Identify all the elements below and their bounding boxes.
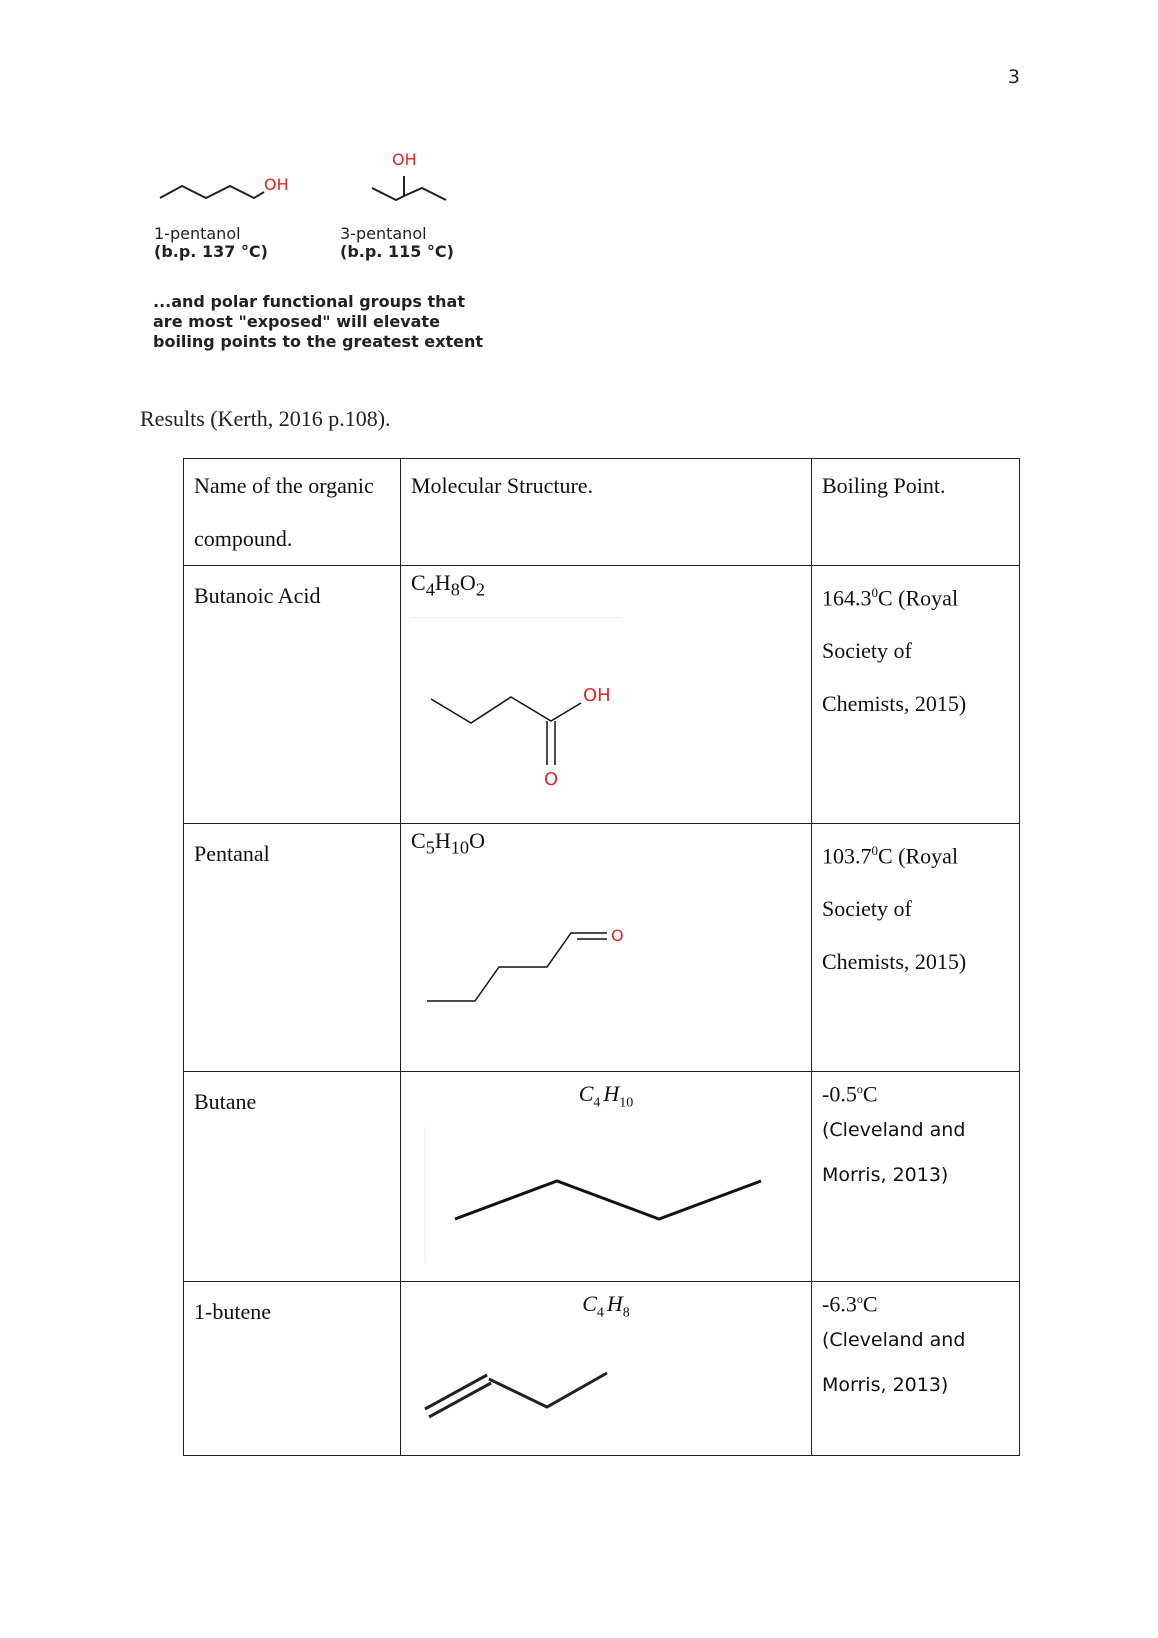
- row-1-bp-line-2: Society of: [822, 638, 912, 664]
- page-number: 3: [1007, 66, 1020, 88]
- pentanal-structure: [411, 875, 641, 1015]
- 1-pentanol-chain: [160, 186, 264, 198]
- row-1-bp-line-3: Chemists, 2015): [822, 691, 967, 717]
- compound2-label: [340, 225, 454, 261]
- row-2-name: Pentanal: [184, 824, 401, 1072]
- table-row: [184, 1072, 1020, 1282]
- pentanol-figure: [150, 150, 500, 370]
- header-name-line-2: compound.: [194, 526, 293, 551]
- butene-structure: [411, 1335, 631, 1425]
- row-2-bp: [812, 824, 1020, 1072]
- 3-pentanol-chain: [372, 176, 446, 200]
- butane-structure: [411, 1123, 781, 1268]
- compound2-bp: (b.p. 115 °C): [340, 242, 454, 261]
- row-2-formula: $C_5H_{10}O$: [411, 828, 485, 858]
- compound1-bp: (b.p. 137 °C): [154, 242, 268, 261]
- row-3-bp-line-1: -0.5$^o$C: [822, 1081, 878, 1107]
- header-structure-text: Molecular Structure.: [411, 473, 594, 498]
- compound2-name: 3-pentanol: [340, 224, 427, 243]
- row-4-formula: $C_4$ $H_8$: [582, 1291, 630, 1321]
- figure-caption: [153, 292, 483, 352]
- row-3-name: Butane: [184, 1072, 401, 1282]
- butanoic-acid-structure: [411, 617, 641, 797]
- compound1-label: [154, 225, 268, 261]
- header-boiling: [812, 459, 1020, 566]
- compound1-name: 1-pentanol: [154, 224, 241, 243]
- o-label: O: [544, 769, 559, 791]
- row-4-bp: [812, 1282, 1020, 1456]
- results-heading: Results (Kerth, 2016 p.108).: [140, 406, 391, 431]
- row-3-bp-line-2: (Cleveland and: [822, 1119, 966, 1142]
- row-1-name: Butanoic Acid: [184, 566, 401, 824]
- oh-label: OH: [583, 685, 611, 707]
- row-3-structure: [401, 1072, 812, 1282]
- table-row: [184, 566, 1020, 824]
- caption-line-1: ...and polar functional groups that: [153, 292, 465, 311]
- row-1-bp: [812, 566, 1020, 824]
- table-row: [184, 1282, 1020, 1456]
- row-2-structure: [401, 824, 812, 1072]
- header-structure: [401, 459, 812, 566]
- row-1-formula: $C_4H_8O_2$: [411, 570, 485, 600]
- row-4-bp-line-3: Morris, 2013): [822, 1374, 949, 1397]
- row-4-name: 1-butene: [184, 1282, 401, 1456]
- caption-line-2: are most "exposed" will elevate: [153, 312, 440, 331]
- header-name: [184, 459, 401, 566]
- header-name-line-1: Name of the organic: [194, 473, 374, 498]
- row-2-bp-line-2: Society of: [822, 896, 912, 922]
- o-label: O: [611, 926, 624, 946]
- row-4-bp-line-1: -6.3$^o$C: [822, 1291, 878, 1317]
- row-4-bp-line-2: (Cleveland and: [822, 1329, 966, 1352]
- table-row: [184, 824, 1020, 1072]
- row-4-structure: [401, 1282, 812, 1456]
- row-3-bp-line-3: Morris, 2013): [822, 1164, 949, 1187]
- table-header-row: [184, 459, 1020, 566]
- results-table: [183, 458, 1020, 1456]
- oh-label-2: OH: [392, 150, 417, 169]
- row-1-structure: [401, 566, 812, 824]
- header-boiling-text: Boiling Point.: [822, 473, 946, 498]
- caption-line-3: boiling points to the greatest extent: [153, 332, 483, 351]
- row-3-formula: $C_4$ $H_{10}$: [578, 1081, 634, 1111]
- row-1-bp-line-1: 164.3$^0$C (Royal: [822, 585, 959, 611]
- row-2-bp-line-3: Chemists, 2015): [822, 949, 967, 975]
- row-2-bp-line-1: 103.7$^0$C (Royal: [822, 843, 959, 869]
- row-3-bp: [812, 1072, 1020, 1282]
- oh-label-1: OH: [264, 175, 289, 194]
